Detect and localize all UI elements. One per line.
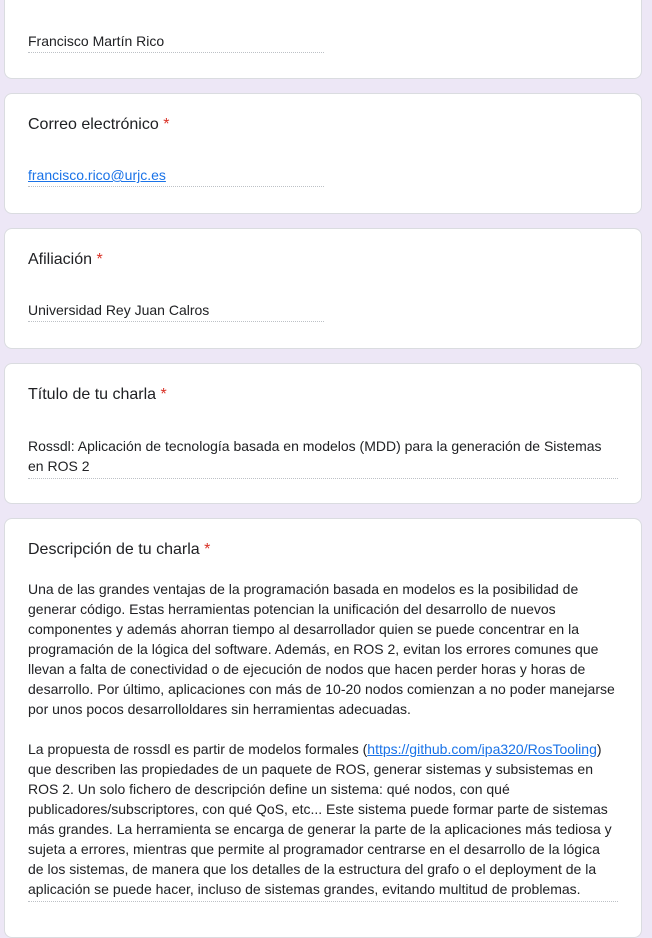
talk-description-question-title xyxy=(28,541,210,559)
talk-description-question-card xyxy=(4,518,642,938)
email-answer[interactable] xyxy=(28,165,324,187)
talk-description-answer[interactable] xyxy=(28,579,618,902)
email-question-title xyxy=(28,116,169,134)
required-asterisk: * xyxy=(204,541,211,558)
required-asterisk: * xyxy=(160,386,167,403)
required-asterisk: * xyxy=(163,116,170,133)
talk-title-question-label: Título de tu charla xyxy=(28,386,157,403)
name-question-card xyxy=(4,0,642,79)
email-answer-link[interactable]: francisco.rico@urjc.es xyxy=(28,167,166,183)
paragraph-gap xyxy=(28,719,618,739)
name-answer[interactable]: Francisco Martín Rico xyxy=(28,31,324,53)
description-paragraph-2 xyxy=(28,739,618,899)
email-question-label: Correo electrónico xyxy=(28,116,159,133)
required-asterisk: * xyxy=(96,251,103,268)
talk-title-answer[interactable]: Rossdl: Aplicación de tecnología basada en modelos (MDD) para la generación de Sistemas en ROS 2 xyxy=(28,436,618,479)
talk-description-question-label: Descripción de tu charla xyxy=(28,541,200,558)
rostooling-link[interactable]: https://github.com/ipa320/RosTooling xyxy=(367,741,597,757)
paragraph-2-text-end: ) que describen las propiedades de un paquete de ROS, generar sistemas y subsistemas en ROS 2. Un solo fichero de descripción define un sistema: qué nodos, con qué publicadores/subscriptores, con qué QoS, etc... Este sistema puede formar parte de sistemas más grandes. La herramienta se encarga de generar la parte de la aplicaciones más tediosa y sujeta a errores, mientras que permite al programador centrarse en el desarrollo de la lógica de los sistemas, de manera que los detalles de la estructura del grafo o el deployment de la aplicación se puede hacer, incluso de sistemas grandes, evitando multitud de problemas. xyxy=(28,741,612,897)
affiliation-answer[interactable]: Universidad Rey Juan Calros xyxy=(28,300,324,322)
affiliation-question-card xyxy=(4,228,642,349)
affiliation-question-title xyxy=(28,251,103,269)
talk-title-question-card xyxy=(4,363,642,504)
affiliation-question-label: Afiliación xyxy=(28,251,93,268)
paragraph-2-text-start: La propuesta de rossdl es partir de modelos formales ( xyxy=(28,741,368,757)
description-paragraph-1: Una de las grandes ventajas de la programación basada en modelos es la posibilidad de generar código. Estas herramientas potencian la unificación del desarrollo de nuevos componentes y además ahorran tiempo al desarrollador quien se puede concentrar en la programación de la lógica del software. Además, en ROS 2, evitan los errores comunes que llevan a falta de conectividad o de ejecución de nodos que hacen perder horas y horas de desarrollo. Por último, aplicaciones con más de 10-20 nodos comienzan a no poder manejarse por unos pocos desarrolloldares sin herramientas adecuadas. xyxy=(28,581,615,717)
email-question-card xyxy=(4,93,642,214)
talk-title-question-title xyxy=(28,386,167,404)
